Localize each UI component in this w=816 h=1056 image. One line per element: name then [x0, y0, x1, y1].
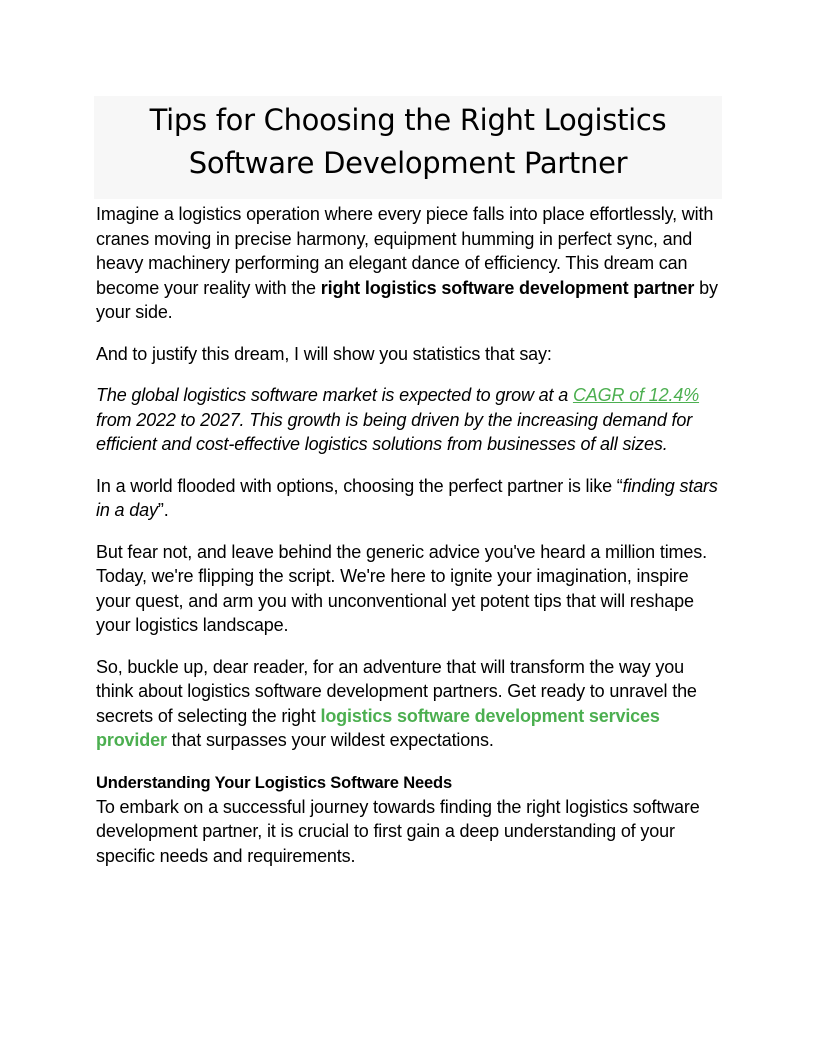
stat-text: The global logistics software market is expected to grow at a: [96, 385, 573, 405]
world-paragraph: [96, 474, 726, 523]
title-box: [94, 96, 722, 199]
stat-text-end: from 2022 to 2027. This growth is being driven by the increasing demand for efficient and cost-effective logistics solutions from businesses of all sizes.: [96, 409, 693, 454]
section-paragraph: To embark on a successful journey towards finding the right logistics software development partner, it is crucial to first gain a deep understanding of your specific needs and requirements.: [96, 796, 700, 866]
intro-bold: right logistics software development partner: [320, 277, 695, 298]
statistic-paragraph: [96, 383, 726, 457]
services-provider-link[interactable]: logistics software development services provider: [96, 705, 660, 750]
title-line-2: Software Development Partner: [188, 146, 628, 180]
intro-text: Imagine a logistics operation where every piece falls into place effortlessly, with cranes moving in precise harmony, equipment humming in perfect sync, and heavy machinery performing an elegant dance of efficiency. This dream can become your reality with the: [96, 204, 714, 298]
page-title: [94, 99, 722, 185]
intro-text-end: by your side.: [96, 277, 718, 322]
buckle-text-end: that surpasses your wildest expectations.: [166, 730, 494, 750]
world-italic: finding stars in a day: [96, 475, 718, 520]
article-body: [96, 200, 726, 885]
buckle-paragraph: [96, 655, 726, 753]
cagr-link[interactable]: CAGR of 12.4%: [572, 385, 700, 405]
title-line-1: Tips for Choosing the Right Logistics: [149, 103, 667, 137]
section-heading: Understanding Your Logistics Software Needs: [96, 773, 453, 792]
intro-paragraph: [96, 202, 726, 325]
world-text-end: ”.: [157, 500, 169, 520]
world-text: In a world flooded with options, choosing the perfect partner is like “: [96, 475, 623, 496]
justify-paragraph: And to justify this dream, I will show you statistics that say:: [96, 343, 552, 364]
buckle-text: So, buckle up, dear reader, for an adventure that will transform the way you think about logistics software development partners. Get ready to unravel the secrets of selecting the right: [96, 656, 697, 726]
fear-paragraph: But fear not, and leave behind the generic advice you've heard a million times. Today, we're flipping the script. We're here to ignite your imagination, inspire your quest, and arm you with unconventional yet potent tips that will reshape your logistics landscape.: [96, 541, 707, 635]
